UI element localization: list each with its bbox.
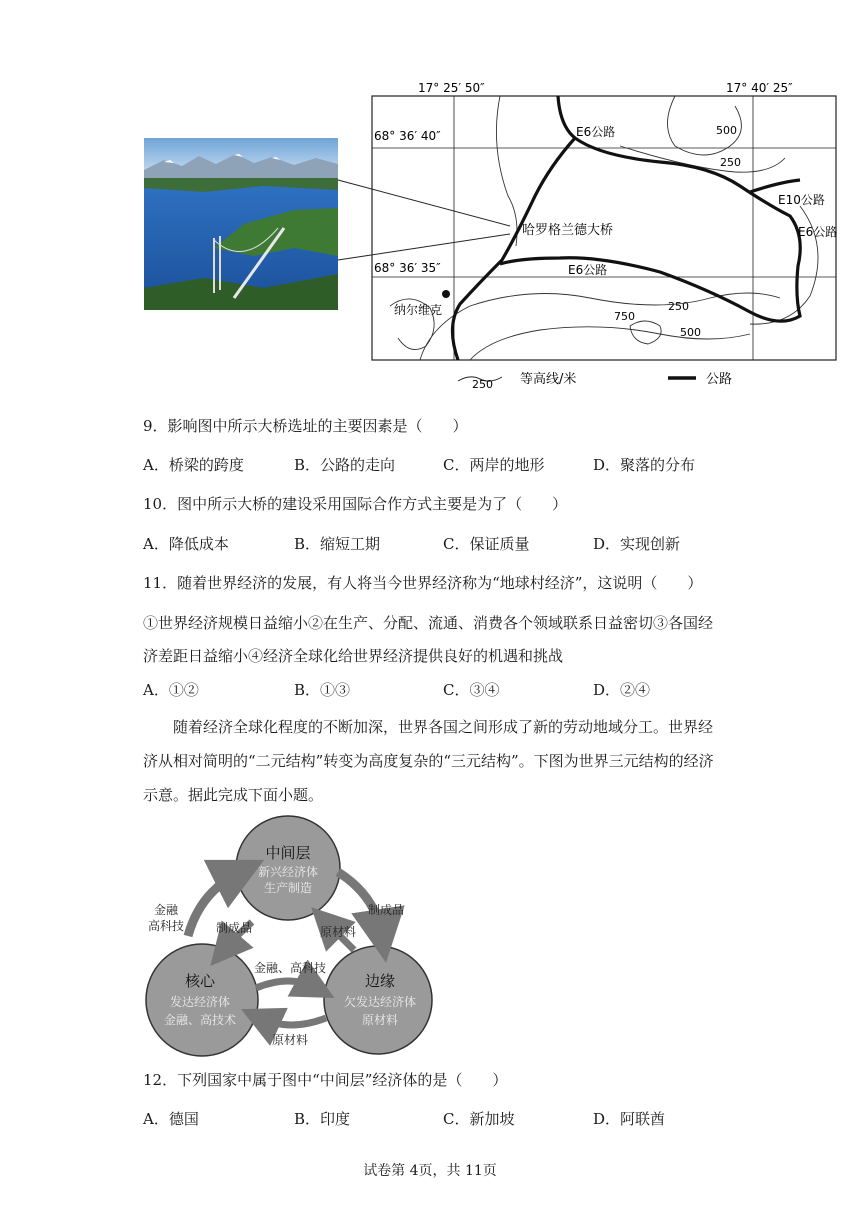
edge-title: 边缘 xyxy=(364,972,396,990)
middle-layer-title: 中间层 xyxy=(265,844,311,862)
q11-option-d[interactable]: D．②④ xyxy=(593,681,651,699)
map-lon-right: 17° 40′ 25″ xyxy=(726,81,793,95)
map-road-e6-right: E6公路 xyxy=(798,225,838,239)
q11-line2: 济差距日益缩小④经济全球化给世界经济提供良好的机遇和挑战 xyxy=(143,647,564,665)
topographic-map xyxy=(330,76,850,396)
q9-option-c[interactable]: C．两岸的地形 xyxy=(443,456,545,474)
map-bridge-label: 哈罗格兰德大桥 xyxy=(522,223,614,238)
q12-option-d[interactable]: D．阿联酋 xyxy=(593,1110,666,1128)
label-right-outer: 制成品 xyxy=(368,903,405,917)
map-road-e6-top: E6公路 xyxy=(576,125,616,139)
q11-option-b[interactable]: B．①③ xyxy=(294,681,351,699)
label-left-inner: 制成品 xyxy=(216,921,253,935)
map-road-e10: E10公路 xyxy=(778,193,825,207)
q12-option-b[interactable]: B．印度 xyxy=(294,1110,351,1128)
map-lat-bottom: 68° 36′ 35″ xyxy=(374,261,441,275)
page-footer: 试卷第 4页，共 11页 xyxy=(363,1163,497,1179)
q9-option-b[interactable]: B．公路的走向 xyxy=(294,456,396,474)
passage xyxy=(143,710,723,812)
three-tier-economy-diagram xyxy=(140,812,440,1060)
edge-line1: 欠发达经济体 xyxy=(343,995,417,1009)
map-lat-top: 68° 36′ 40″ xyxy=(374,129,441,143)
core-title: 核心 xyxy=(184,972,216,990)
map-contour-750: 750 xyxy=(614,310,635,323)
q9-stem: 9．影响图中所示大桥选址的主要因素是（ ） xyxy=(143,417,468,435)
label-left-outer-1: 金融 xyxy=(154,903,179,917)
q10-option-b[interactable]: B．缩短工期 xyxy=(294,535,381,553)
q10-stem: 10．图中所示大桥的建设采用国际合作方式主要是为了（ ） xyxy=(143,495,568,513)
map-lon-left: 17° 25′ 50″ xyxy=(418,81,485,95)
map-town-label: 纳尔维克 xyxy=(394,303,443,317)
q12-stem: 12．下列国家中属于图中“中间层”经济体的是（ ） xyxy=(143,1071,508,1089)
q11-line1: ①世界经济规模日益缩小②在生产、分配、流通、消费各个领域联系日益密切③各国经 xyxy=(143,614,714,632)
edge-line2: 原材料 xyxy=(361,1013,399,1027)
map-road-e6-bottom: E6公路 xyxy=(568,263,608,277)
label-bottom-bottom: 原材料 xyxy=(271,1033,309,1047)
q11-option-a[interactable]: A．①② xyxy=(143,681,199,699)
legend-contour-value: 250 xyxy=(472,378,493,391)
passage-text: 随着经济全球化程度的不断加深，世界各国之间形成了新的劳动地域分工。世界经济从相对简明的“二元结构”转变为高度复杂的“三元结构”。下图为世界三元结构的经济示意。据此完成下面小题。 xyxy=(143,718,714,804)
legend-contour-label: 等高线/米 xyxy=(520,372,577,387)
map-contour-500-top: 500 xyxy=(716,124,737,137)
map-contour-250-top: 250 xyxy=(720,156,741,169)
map-contour-500-bottom: 500 xyxy=(680,326,701,339)
q11-stem: 11．随着世界经济的发展，有人将当今世界经济称为“地球村经济”，这说明（ ） xyxy=(143,574,703,592)
q12-option-c[interactable]: C．新加坡 xyxy=(443,1110,515,1128)
q9-option-d[interactable]: D．聚落的分布 xyxy=(593,456,696,474)
bridge-photo xyxy=(144,138,338,310)
q10-option-d[interactable]: D．实现创新 xyxy=(593,535,681,553)
core-line2: 金融、高技术 xyxy=(163,1013,237,1027)
q10-option-c[interactable]: C．保证质量 xyxy=(443,535,530,553)
q12-option-a[interactable]: A．德国 xyxy=(143,1110,199,1128)
legend-road-label: 公路 xyxy=(706,372,733,387)
label-right-inner: 原材料 xyxy=(320,925,357,939)
core-line1: 发达经济体 xyxy=(169,995,231,1009)
q11-option-c[interactable]: C．③④ xyxy=(443,681,500,699)
map-contour-250-mid: 250 xyxy=(668,300,689,313)
q10-option-a[interactable]: A．降低成本 xyxy=(143,535,229,553)
label-left-outer-2: 高科技 xyxy=(148,919,185,933)
label-bottom-top: 金融、高科技 xyxy=(253,961,327,975)
middle-layer-line2: 生产制造 xyxy=(263,881,313,895)
middle-layer-line1: 新兴经济体 xyxy=(257,865,319,879)
q9-option-a[interactable]: A．桥梁的跨度 xyxy=(143,456,244,474)
